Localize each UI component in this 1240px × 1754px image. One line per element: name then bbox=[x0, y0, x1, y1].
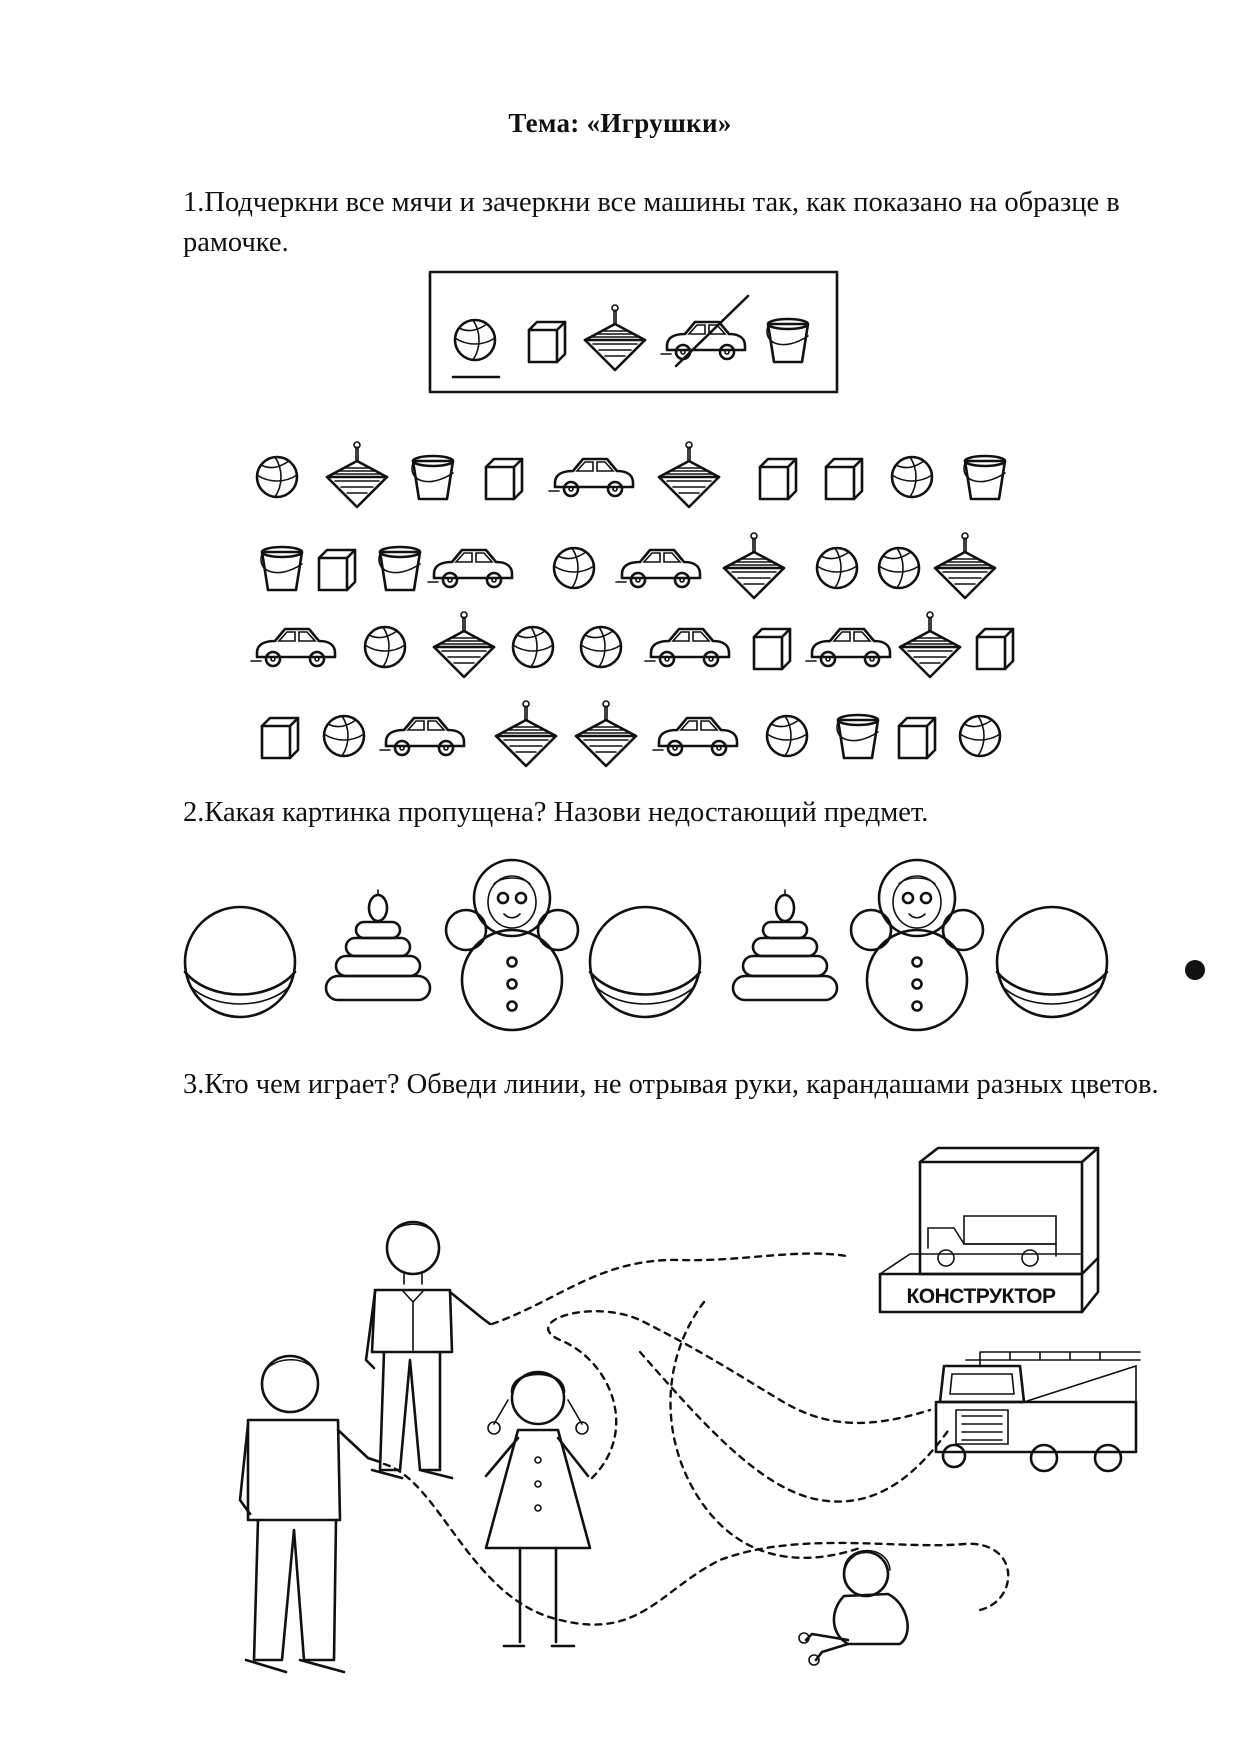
top-icon bbox=[327, 442, 387, 507]
ball-icon bbox=[892, 457, 932, 497]
ball-icon bbox=[185, 907, 295, 1017]
box-label: КОНСТРУКТОР bbox=[906, 1285, 1056, 1308]
pyramid-icon bbox=[326, 890, 430, 1000]
task-2-number: 2. bbox=[183, 797, 205, 828]
top-icon bbox=[724, 533, 784, 598]
construction-set-box bbox=[880, 1148, 1098, 1312]
top-icon bbox=[659, 442, 719, 507]
ball-icon bbox=[997, 907, 1107, 1017]
bucket-icon bbox=[767, 319, 808, 362]
doll-icon bbox=[446, 860, 578, 1030]
ball-icon bbox=[365, 627, 405, 667]
doll-icon bbox=[851, 860, 983, 1030]
ball-icon bbox=[513, 627, 553, 667]
car-icon bbox=[645, 629, 729, 666]
ball-icon bbox=[455, 320, 495, 360]
top-icon bbox=[576, 701, 636, 766]
car-icon bbox=[653, 718, 737, 755]
cube-icon bbox=[754, 629, 790, 669]
path-line-1 bbox=[492, 1254, 846, 1324]
girl-standing-icon bbox=[486, 1372, 590, 1646]
car-icon bbox=[549, 459, 633, 496]
task-3-number: 3. bbox=[183, 1069, 205, 1100]
missing-item-dot bbox=[1185, 960, 1205, 980]
ball-icon bbox=[767, 716, 807, 756]
task-2-instruction: Какая картинка пропущена? Назови недостающий предмет. bbox=[204, 797, 929, 828]
car-icon bbox=[428, 550, 512, 587]
bucket-icon bbox=[412, 456, 453, 499]
page-title: Тема: «Игрушки» bbox=[508, 108, 732, 138]
bucket-icon bbox=[964, 456, 1005, 499]
ball-icon bbox=[257, 457, 297, 497]
top-icon bbox=[935, 533, 995, 598]
ball-icon bbox=[817, 548, 857, 588]
bucket-icon bbox=[837, 715, 878, 758]
cube-icon bbox=[760, 459, 796, 499]
car-icon bbox=[380, 718, 464, 755]
task-1-toy-grid bbox=[251, 442, 1013, 766]
task-3-instruction: Кто чем играет? Обведи линии, не отрывая руки, карандашами разных цветов. bbox=[204, 1069, 1159, 1100]
top-icon bbox=[496, 701, 556, 766]
cube-icon bbox=[899, 718, 935, 758]
cube-icon bbox=[486, 459, 522, 499]
sample-frame bbox=[430, 272, 837, 392]
task-1-instruction: Подчеркни все мячи и зачеркни все машины так, как показано на образце в рамочке. bbox=[183, 187, 1120, 258]
fire-truck-icon bbox=[936, 1352, 1140, 1471]
path-line-5 bbox=[640, 1352, 950, 1502]
boy-pointing-icon bbox=[240, 1356, 380, 1672]
boy-standing-icon bbox=[366, 1222, 490, 1478]
car-icon bbox=[806, 629, 890, 666]
ball-icon bbox=[554, 548, 594, 588]
bucket-icon bbox=[379, 547, 420, 590]
car-icon bbox=[616, 550, 700, 587]
ball-icon bbox=[879, 548, 919, 588]
task-2-sequence bbox=[185, 860, 1107, 1030]
ball-icon bbox=[324, 716, 364, 756]
path-line-4 bbox=[670, 1302, 860, 1558]
top-icon bbox=[900, 612, 960, 677]
cube-icon bbox=[977, 629, 1013, 669]
path-line-2 bbox=[384, 1464, 1008, 1625]
pyramid-icon bbox=[733, 890, 837, 1000]
cube-icon bbox=[826, 459, 862, 499]
top-icon bbox=[585, 305, 645, 370]
bucket-icon bbox=[261, 547, 302, 590]
sitting-doll-icon bbox=[799, 1551, 908, 1666]
task-1-number: 1. bbox=[183, 187, 205, 218]
car-icon bbox=[251, 629, 335, 666]
sample-row bbox=[455, 305, 808, 370]
path-line-3 bbox=[548, 1311, 930, 1478]
ball-icon bbox=[960, 716, 1000, 756]
cube-icon bbox=[262, 718, 298, 758]
top-icon bbox=[434, 612, 494, 677]
task-3-scene bbox=[240, 1148, 1140, 1672]
cube-icon bbox=[529, 322, 565, 362]
ball-icon bbox=[590, 907, 700, 1017]
cube-icon bbox=[319, 550, 355, 590]
ball-icon bbox=[581, 627, 621, 667]
